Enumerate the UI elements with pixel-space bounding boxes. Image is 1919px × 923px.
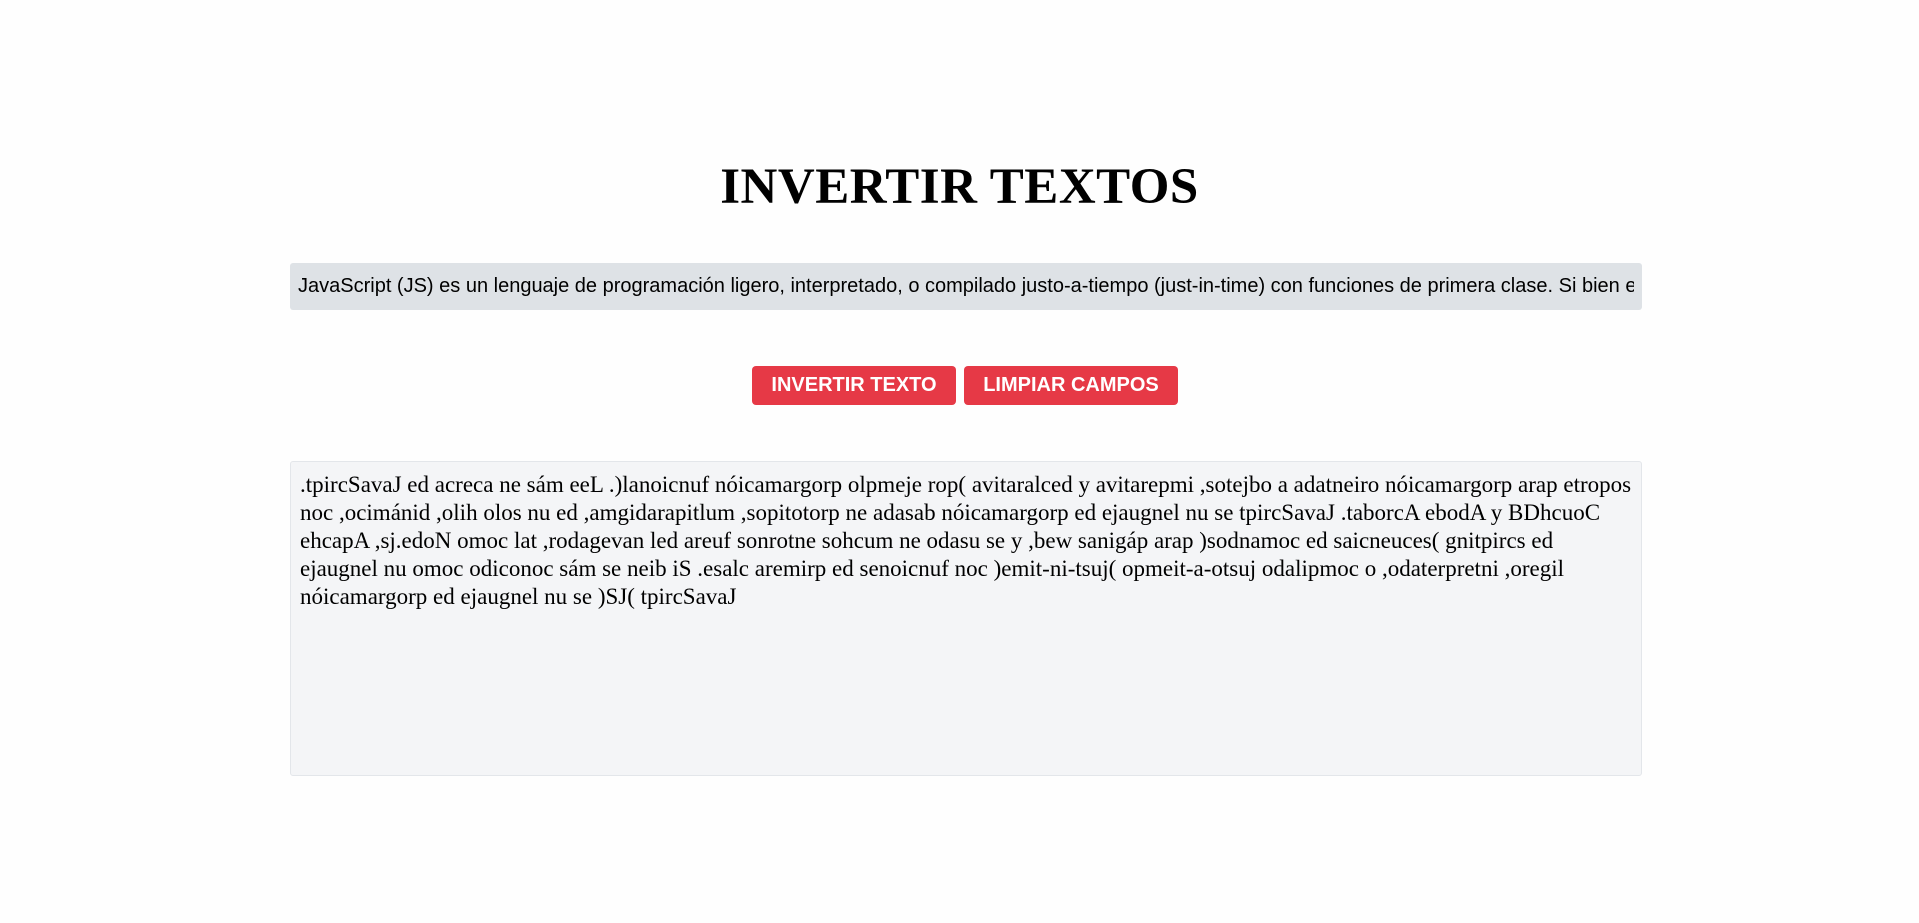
invert-text-button[interactable]: INVERTIR TEXTO bbox=[752, 366, 956, 405]
inverted-text-output[interactable] bbox=[290, 461, 1642, 776]
clear-fields-button[interactable]: LIMPIAR CAMPOS bbox=[964, 366, 1178, 405]
source-text-input[interactable] bbox=[290, 263, 1642, 310]
page-title: INVERTIR TEXTOS bbox=[720, 159, 1199, 215]
